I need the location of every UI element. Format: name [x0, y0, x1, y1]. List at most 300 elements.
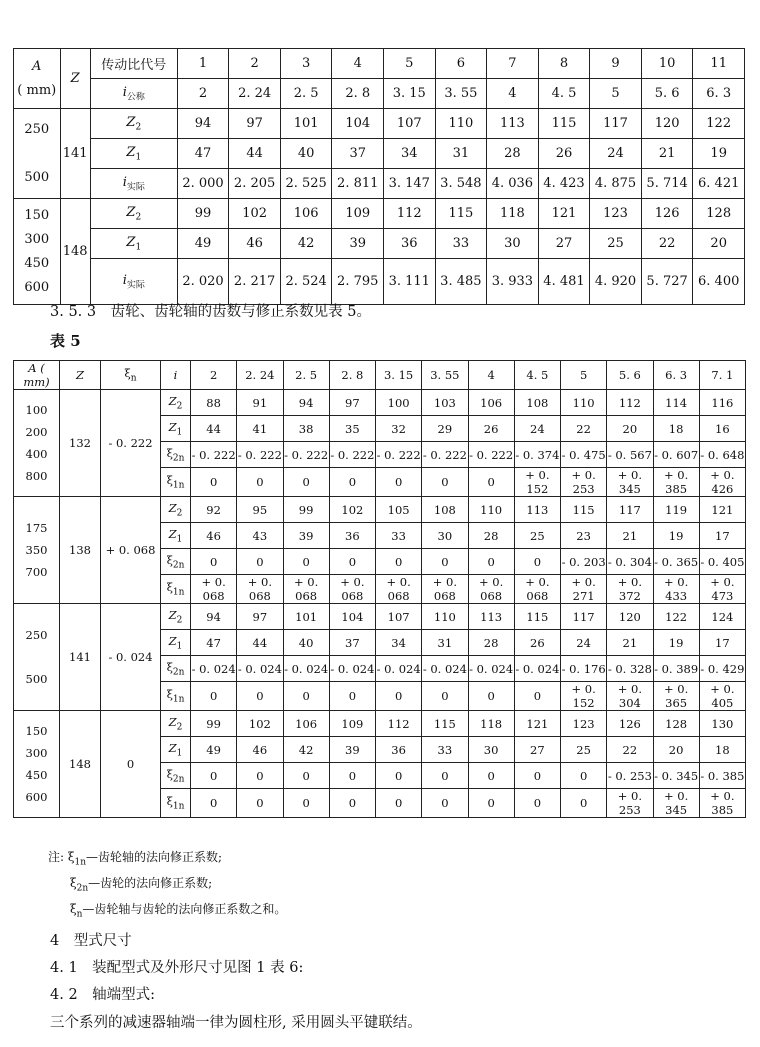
z2-cell: 102	[229, 199, 281, 229]
note-text: —齿轮轴的法向修正系数;	[86, 850, 223, 864]
xi2n-cell: 0	[283, 549, 329, 575]
xi2n-cell: - 0. 607	[653, 442, 699, 468]
xi2n-cell: - 0. 365	[653, 549, 699, 575]
xi-symbol: ξ	[166, 580, 173, 595]
z1-cell: 20	[653, 737, 699, 763]
table-row	[14, 229, 745, 259]
header-xi-n	[101, 361, 161, 390]
z2-cell: 99	[283, 497, 329, 523]
z-subscript: 1	[176, 427, 183, 438]
i-actual-cell: 5. 714	[641, 169, 693, 199]
i-nominal-cell: 2	[177, 79, 229, 109]
i-actual-cell: 3. 933	[487, 259, 539, 305]
xi-subscript: 2n	[172, 667, 185, 678]
group-z: 148	[60, 711, 101, 818]
table-row	[14, 259, 745, 305]
table-row	[14, 604, 746, 630]
z2-cell: 122	[693, 109, 745, 139]
xi2n-cell: - 0. 389	[653, 656, 699, 682]
a-value: 800	[25, 469, 48, 483]
i-symbol: i	[122, 174, 127, 190]
xi2n-cell: 0	[329, 549, 375, 575]
z2-cell: 123	[590, 199, 642, 229]
note-2	[70, 874, 212, 893]
ratio-header-cell: 4. 5	[514, 361, 560, 390]
xi1n-cell: 0	[376, 682, 422, 711]
xi1n-cell: + 0. 433	[653, 575, 699, 604]
xi-subscript: 2n	[76, 883, 89, 894]
xi1n-cell: + 0. 385	[699, 789, 745, 818]
z1-cell: 27	[514, 737, 560, 763]
header-i: i	[161, 361, 191, 390]
z2-cell: 115	[422, 711, 468, 737]
z1-cell: 31	[422, 630, 468, 656]
i-nominal-cell: 6. 3	[693, 79, 745, 109]
tooth-correction-table	[13, 360, 746, 818]
z2-cell: 109	[332, 199, 384, 229]
ratio-header-cell: 2. 8	[329, 361, 375, 390]
z-subscript: 2	[135, 122, 142, 133]
z-subscript: 1	[135, 152, 142, 163]
xi2n-cell: - 0. 222	[468, 442, 514, 468]
z-subscript: 1	[135, 242, 142, 253]
z-subscript: 2	[176, 401, 183, 412]
xi1n-cell: + 0. 068	[191, 575, 237, 604]
z1-cell: 24	[561, 630, 607, 656]
z1-cell: 26	[468, 416, 514, 442]
group-z: 148	[60, 199, 90, 305]
row-label-z1	[161, 737, 191, 763]
z2-cell: 113	[468, 604, 514, 630]
z1-cell: 36	[376, 737, 422, 763]
z2-cell: 112	[607, 390, 653, 416]
a-value: 600	[25, 790, 48, 804]
xi1n-cell: + 0. 271	[561, 575, 607, 604]
header-a-label: A	[32, 58, 42, 74]
code-cell: 6	[435, 49, 487, 79]
note-text: —齿轮轴与齿轮的法向修正系数之和。	[82, 902, 287, 916]
xi-symbol: ξ	[166, 794, 173, 809]
z2-cell: 94	[177, 109, 229, 139]
z1-cell: 24	[590, 139, 642, 169]
z2-cell: 97	[237, 604, 283, 630]
z1-cell: 34	[384, 139, 436, 169]
ratio-header-cell: 7. 1	[699, 361, 745, 390]
row-label-z1	[90, 139, 177, 169]
xi-subscript: 1n	[172, 480, 185, 491]
z1-cell: 28	[468, 523, 514, 549]
z2-cell: 103	[422, 390, 468, 416]
z2-cell: 102	[329, 497, 375, 523]
z1-cell: 22	[607, 737, 653, 763]
i-actual-cell: 2. 205	[229, 169, 281, 199]
xi2n-cell: 0	[468, 763, 514, 789]
z-symbol: Z	[168, 526, 177, 541]
z1-cell: 21	[641, 139, 693, 169]
i-symbol: i	[122, 272, 127, 288]
row-label-z2	[90, 109, 177, 139]
z1-cell: 23	[561, 523, 607, 549]
ratio-header-cell: 3. 55	[422, 361, 468, 390]
row-label-z2	[161, 497, 191, 523]
z-symbol: Z	[168, 607, 177, 622]
z1-cell: 42	[280, 229, 332, 259]
z2-cell: 120	[641, 109, 693, 139]
xi1n-cell: 0	[422, 789, 468, 818]
xi1n-cell: + 0. 068	[237, 575, 283, 604]
row-label-z2	[90, 199, 177, 229]
table5-body	[14, 361, 746, 818]
z2-cell: 110	[468, 497, 514, 523]
row-label-xi2n	[161, 549, 191, 575]
z-subscript: 1	[176, 641, 183, 652]
z2-cell: 106	[468, 390, 514, 416]
row-label-i-actual	[90, 259, 177, 305]
xi2n-cell: 0	[237, 763, 283, 789]
xi2n-cell: - 0. 024	[329, 656, 375, 682]
row-label-xi2n	[161, 442, 191, 468]
xi2n-cell: - 0. 648	[699, 442, 745, 468]
xi1n-cell: 0	[468, 682, 514, 711]
z-symbol: Z	[126, 144, 136, 160]
xi1n-cell: + 0. 345	[653, 789, 699, 818]
code-cell: 4	[332, 49, 384, 79]
z-symbol: Z	[126, 204, 136, 220]
xi2n-cell: 0	[514, 549, 560, 575]
z1-cell: 33	[376, 523, 422, 549]
ratio-header-cell: 4	[468, 361, 514, 390]
z1-cell: 44	[229, 139, 281, 169]
xi2n-cell: - 0. 253	[607, 763, 653, 789]
xi1n-cell: 0	[191, 789, 237, 818]
xi1n-cell: + 0. 304	[607, 682, 653, 711]
z2-cell: 117	[607, 497, 653, 523]
z2-cell: 128	[693, 199, 745, 229]
z1-cell: 40	[280, 139, 332, 169]
z2-cell: 107	[376, 604, 422, 630]
xi2n-cell: - 0. 222	[422, 442, 468, 468]
z2-cell: 123	[561, 711, 607, 737]
group-xi-n: + 0. 068	[101, 497, 161, 604]
z-symbol: Z	[168, 740, 177, 755]
xi1n-cell: + 0. 152	[514, 468, 560, 497]
group-z: 132	[60, 390, 101, 497]
xi1n-cell: 0	[514, 682, 560, 711]
ratio-header-cell: 2. 24	[237, 361, 283, 390]
z2-cell: 106	[280, 199, 332, 229]
z2-cell: 97	[329, 390, 375, 416]
z1-cell: 44	[191, 416, 237, 442]
z2-cell: 118	[468, 711, 514, 737]
xi-symbol: ξ	[166, 687, 173, 702]
z2-cell: 126	[607, 711, 653, 737]
z1-cell: 21	[607, 630, 653, 656]
z1-cell: 20	[693, 229, 745, 259]
i-actual-cell: 6. 421	[693, 169, 745, 199]
xi2n-cell: - 0. 429	[699, 656, 745, 682]
xi2n-cell: - 0. 024	[283, 656, 329, 682]
z2-cell: 118	[487, 199, 539, 229]
xi1n-cell: + 0. 152	[561, 682, 607, 711]
xi-subscript: 1n	[172, 801, 185, 812]
z2-cell: 115	[561, 497, 607, 523]
xi2n-cell: - 0. 328	[607, 656, 653, 682]
xi-symbol: ξ	[166, 445, 173, 460]
table-row	[14, 390, 746, 416]
i-actual-cell: 2. 811	[332, 169, 384, 199]
row-label-z1	[161, 630, 191, 656]
ratio-header-cell: 3. 15	[376, 361, 422, 390]
a-value: 700	[25, 565, 48, 579]
code-cell: 2	[229, 49, 281, 79]
code-cell: 11	[693, 49, 745, 79]
a-value: 300	[25, 746, 48, 760]
a-value: 350	[25, 543, 48, 557]
table-row	[14, 139, 745, 169]
xi-symbol: ξ	[124, 366, 131, 381]
xi-symbol: ξ	[166, 659, 173, 674]
i-actual-cell: 3. 485	[435, 259, 487, 305]
xi-symbol: ξ	[67, 850, 75, 864]
group-z: 141	[60, 109, 90, 199]
header-ratio-code: 传动比代号	[90, 49, 177, 79]
z-subscript: 2	[135, 212, 142, 223]
z2-cell: 109	[329, 711, 375, 737]
header-a	[14, 361, 60, 390]
z1-cell: 32	[376, 416, 422, 442]
z1-cell: 42	[283, 737, 329, 763]
z1-cell: 26	[514, 630, 560, 656]
z1-cell: 28	[487, 139, 539, 169]
table-row	[14, 109, 745, 139]
xi-symbol: ξ	[166, 473, 173, 488]
xi2n-cell: 0	[561, 763, 607, 789]
a-value: 500	[24, 169, 50, 185]
z1-cell: 35	[329, 416, 375, 442]
xi2n-cell: - 0. 222	[191, 442, 237, 468]
xi1n-cell: 0	[514, 789, 560, 818]
xi-subscript: 2n	[172, 560, 185, 571]
xi2n-cell: 0	[376, 763, 422, 789]
z1-cell: 39	[332, 229, 384, 259]
xi1n-cell: 0	[376, 789, 422, 818]
i-actual-cell: 3. 111	[384, 259, 436, 305]
xi2n-cell: 0	[237, 549, 283, 575]
section-4-2: 4. 2 轴端型式:	[50, 987, 156, 1003]
z2-cell: 108	[422, 497, 468, 523]
xi1n-cell: + 0. 405	[699, 682, 745, 711]
row-label-z2	[161, 604, 191, 630]
i-actual-cell: 2. 020	[177, 259, 229, 305]
xi1n-cell: 0	[237, 468, 283, 497]
table-row	[14, 711, 746, 737]
z2-cell: 119	[653, 497, 699, 523]
z1-cell: 46	[237, 737, 283, 763]
a-value: 150	[24, 207, 50, 223]
xi-subscript: 1n	[172, 694, 185, 705]
xi1n-cell: + 0. 345	[607, 468, 653, 497]
note-1	[48, 848, 222, 867]
z2-cell: 115	[538, 109, 590, 139]
xi2n-cell: 0	[422, 763, 468, 789]
z-symbol: Z	[168, 393, 177, 408]
z2-cell: 116	[699, 390, 745, 416]
i-actual-cell: 5. 727	[641, 259, 693, 305]
section-4-heading: 4 型式尺寸	[50, 933, 132, 949]
i-actual-cell: 4. 875	[590, 169, 642, 199]
z1-cell: 27	[538, 229, 590, 259]
xi1n-cell: + 0. 253	[561, 468, 607, 497]
xi1n-cell: + 0. 068	[283, 575, 329, 604]
row-label-z1	[161, 523, 191, 549]
xi1n-cell: 0	[237, 789, 283, 818]
z1-cell: 17	[699, 523, 745, 549]
z1-cell: 30	[422, 523, 468, 549]
z1-cell: 49	[177, 229, 229, 259]
xi1n-cell: 0	[422, 682, 468, 711]
i-actual-cell: 3. 548	[435, 169, 487, 199]
z2-cell: 110	[561, 390, 607, 416]
a-value: 175	[25, 521, 48, 535]
row-label-xi2n	[161, 656, 191, 682]
z1-cell: 46	[191, 523, 237, 549]
xi2n-cell: - 0. 024	[514, 656, 560, 682]
header-a	[14, 49, 61, 109]
z2-cell: 105	[376, 497, 422, 523]
z-symbol: Z	[168, 714, 177, 729]
ratio-header-cell: 5	[561, 361, 607, 390]
i-nominal-cell: 5. 6	[641, 79, 693, 109]
z2-cell: 99	[191, 711, 237, 737]
ratio-header-cell: 2	[191, 361, 237, 390]
group-a-values	[14, 109, 61, 199]
xi1n-cell: + 0. 068	[422, 575, 468, 604]
xi2n-cell: - 0. 024	[237, 656, 283, 682]
i-actual-cell: 2. 525	[280, 169, 332, 199]
i-actual-cell: 4. 920	[590, 259, 642, 305]
xi2n-cell: 0	[376, 549, 422, 575]
z1-cell: 43	[237, 523, 283, 549]
code-cell: 7	[487, 49, 539, 79]
xi1n-cell: 0	[329, 468, 375, 497]
xi2n-cell: - 0. 345	[653, 763, 699, 789]
z2-cell: 99	[177, 199, 229, 229]
i-symbol: i	[122, 84, 127, 100]
z1-cell: 24	[514, 416, 560, 442]
group-xi-n: 0	[101, 711, 161, 818]
z2-cell: 107	[384, 109, 436, 139]
z2-cell: 128	[653, 711, 699, 737]
z2-cell: 121	[538, 199, 590, 229]
xi1n-cell: 0	[283, 789, 329, 818]
code-cell: 5	[384, 49, 436, 79]
row-label-z1	[90, 229, 177, 259]
group-a-values	[14, 497, 60, 604]
z2-cell: 91	[237, 390, 283, 416]
z1-cell: 31	[435, 139, 487, 169]
xi1n-cell: 0	[329, 789, 375, 818]
a-value: 300	[24, 231, 50, 247]
code-cell: 10	[641, 49, 693, 79]
z2-cell: 101	[280, 109, 332, 139]
header-mm-label: ( mm)	[17, 82, 57, 98]
z2-cell: 108	[514, 390, 560, 416]
xi2n-cell: - 0. 374	[514, 442, 560, 468]
ratio-header-cell: 6. 3	[653, 361, 699, 390]
a-value: 150	[25, 724, 48, 738]
xi1n-cell: 0	[237, 682, 283, 711]
z1-cell: 18	[653, 416, 699, 442]
z2-cell: 117	[561, 604, 607, 630]
xi1n-cell: 0	[283, 682, 329, 711]
z2-cell: 112	[384, 199, 436, 229]
xi2n-cell: - 0. 222	[237, 442, 283, 468]
section-3-5-3: 3. 5. 3 齿轮、齿轮轴的齿数与修正系数见表 5。	[50, 304, 371, 320]
xi2n-cell: - 0. 222	[283, 442, 329, 468]
shaft-paragraph: 三个系列的减速器轴端一律为圆柱形, 采用圆头平键联结。	[50, 1015, 422, 1031]
xi2n-cell: 0	[283, 763, 329, 789]
z1-cell: 37	[329, 630, 375, 656]
xi1n-cell: + 0. 068	[376, 575, 422, 604]
xi1n-cell: + 0. 473	[699, 575, 745, 604]
z-subscript: 2	[176, 508, 183, 519]
z1-cell: 20	[607, 416, 653, 442]
z1-cell: 19	[653, 523, 699, 549]
z2-cell: 97	[229, 109, 281, 139]
xi1n-cell: 0	[468, 468, 514, 497]
i-nominal-cell: 3. 15	[384, 79, 436, 109]
z1-cell: 25	[590, 229, 642, 259]
group-z: 138	[60, 497, 101, 604]
z1-cell: 33	[422, 737, 468, 763]
i-nominal-cell: 5	[590, 79, 642, 109]
i-nominal-cell: 2. 8	[332, 79, 384, 109]
z1-cell: 33	[435, 229, 487, 259]
z2-cell: 94	[191, 604, 237, 630]
z2-cell: 112	[376, 711, 422, 737]
z-subscript: 2	[176, 722, 183, 733]
xi-symbol: ξ	[166, 552, 173, 567]
z1-cell: 25	[561, 737, 607, 763]
z2-cell: 92	[191, 497, 237, 523]
i-actual-cell: 6. 400	[693, 259, 745, 305]
xi2n-cell: - 0. 024	[468, 656, 514, 682]
a-value: 200	[25, 425, 48, 439]
xi1n-cell: 0	[422, 468, 468, 497]
z2-cell: 121	[514, 711, 560, 737]
table-row	[14, 49, 745, 79]
xi-subscript: 2n	[172, 453, 185, 464]
xi1n-cell: + 0. 372	[607, 575, 653, 604]
xi1n-cell: 0	[191, 468, 237, 497]
group-a-values	[14, 604, 60, 711]
i-actual-cell: 4. 423	[538, 169, 590, 199]
xi2n-cell: 0	[514, 763, 560, 789]
xi2n-cell: - 0. 024	[191, 656, 237, 682]
xi1n-cell: 0	[283, 468, 329, 497]
xi1n-cell: + 0. 365	[653, 682, 699, 711]
xi1n-cell: 0	[561, 789, 607, 818]
table-row	[14, 361, 746, 390]
z1-cell: 39	[329, 737, 375, 763]
a-value: 500	[25, 672, 48, 686]
row-label-xi2n	[161, 763, 191, 789]
z1-cell: 29	[422, 416, 468, 442]
row-label-xi1n	[161, 682, 191, 711]
xi1n-cell: 0	[468, 789, 514, 818]
z2-cell: 115	[435, 199, 487, 229]
xi-subscript: n	[130, 373, 137, 384]
